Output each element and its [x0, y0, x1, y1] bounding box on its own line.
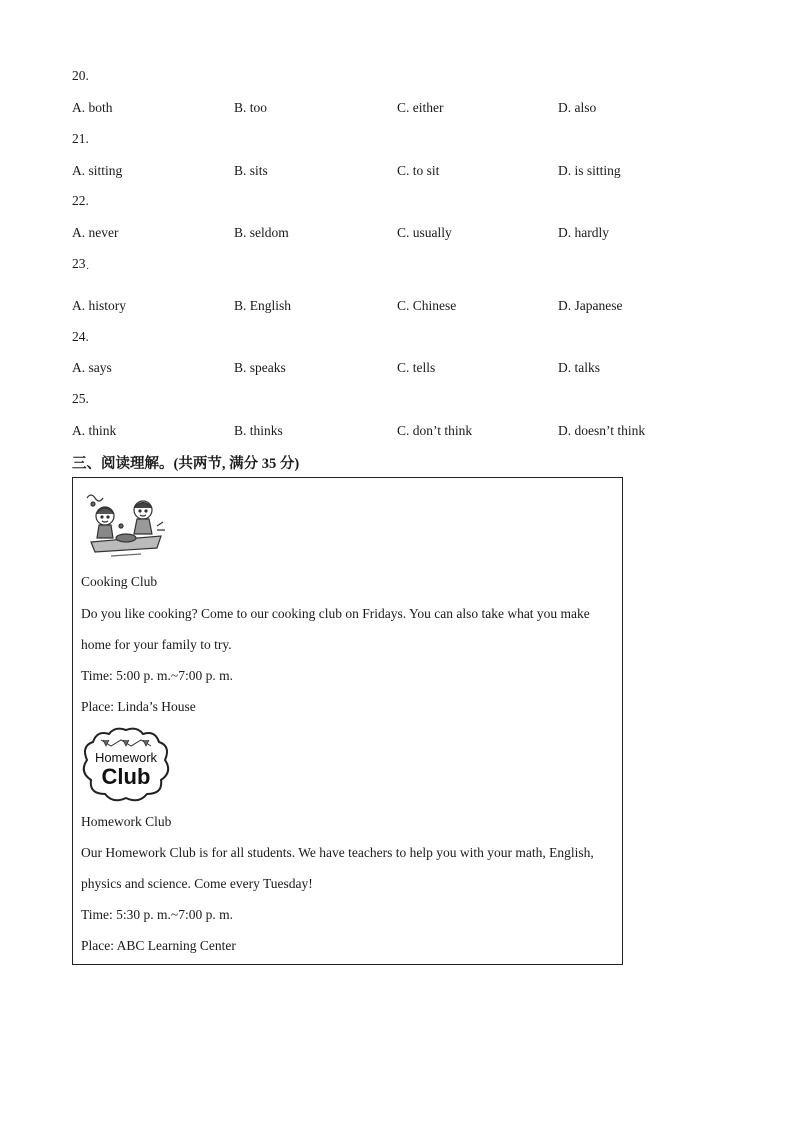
question-number: 20.: [72, 68, 89, 83]
question-number: 22.: [72, 193, 89, 208]
option-d: D. also: [558, 100, 597, 115]
club-description-line: Our Homework Club is for all students. We have teachers to help you with your math, English,: [81, 845, 594, 860]
question-number: 23: [72, 256, 86, 271]
option-d: D. talks: [558, 360, 600, 375]
question-number: 24.: [72, 329, 89, 344]
option-a: A. sitting: [72, 163, 123, 178]
option-b: B. speaks: [234, 360, 286, 375]
club-time: Time: 5:00 p. m.~7:00 p. m.: [81, 668, 233, 683]
homework-club-logo-icon: [81, 726, 171, 802]
club-name: Homework Club: [81, 814, 172, 829]
question-dot: ·: [86, 264, 90, 275]
option-b: B. thinks: [234, 423, 283, 438]
option-a: A. never: [72, 225, 119, 240]
question-number: 21.: [72, 131, 89, 146]
logo-text-club: Club: [101, 764, 151, 789]
option-c: C. tells: [397, 360, 436, 375]
option-a: A. both: [72, 100, 113, 115]
club-time: Time: 5:30 p. m.~7:00 p. m.: [81, 907, 233, 922]
club-place: Place: ABC Learning Center: [81, 938, 236, 953]
option-a: A. history: [72, 298, 126, 313]
kids-cooking-clipart-icon: [81, 486, 171, 562]
reading-passage-box: [72, 477, 623, 965]
option-c: C. usually: [397, 225, 452, 240]
option-d: D. Japanese: [558, 298, 623, 313]
club-place: Place: Linda’s House: [81, 699, 196, 714]
option-a: A. says: [72, 360, 112, 375]
club-name: Cooking Club: [81, 574, 158, 589]
option-c: C. Chinese: [397, 298, 457, 313]
option-d: D. is sitting: [558, 163, 621, 178]
option-b: B. sits: [234, 163, 268, 178]
option-b: B. too: [234, 100, 268, 115]
option-a: A. think: [72, 423, 117, 438]
club-description-line: home for your family to try.: [81, 637, 232, 652]
option-c: C. to sit: [397, 163, 440, 178]
question-number: 25.: [72, 391, 89, 406]
option-d: D. hardly: [558, 225, 609, 240]
option-b: B. seldom: [234, 225, 289, 240]
logo-text-homework: Homework: [94, 750, 158, 765]
section-title: 三、阅读理解。(共两节, 满分 35 分): [72, 456, 300, 472]
club-description-line: Do you like cooking? Come to our cooking club on Fridays. You can also take what you make: [81, 606, 590, 621]
option-c: C. don’t think: [397, 423, 473, 438]
club-description-line: physics and science. Come every Tuesday!: [81, 876, 313, 891]
option-c: C. either: [397, 100, 444, 115]
option-d: D. doesn’t think: [558, 423, 646, 438]
option-b: B. English: [234, 298, 292, 313]
